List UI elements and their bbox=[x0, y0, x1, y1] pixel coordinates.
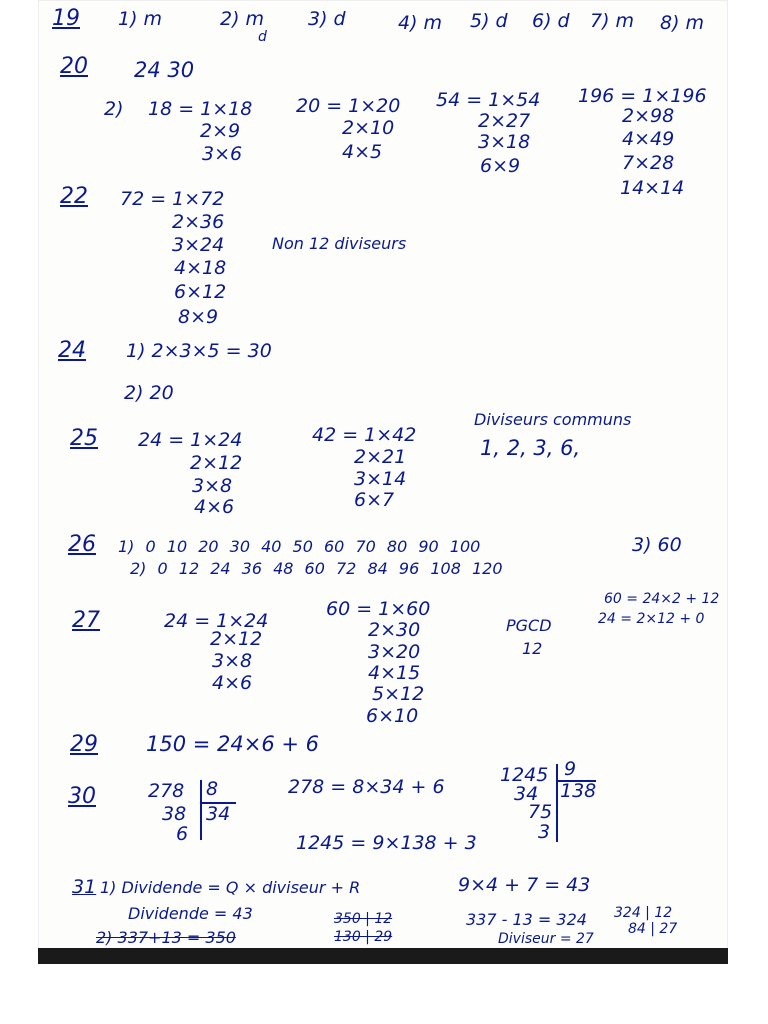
ex30-div2-quotient: 138 bbox=[560, 780, 597, 802]
ex20-part-2-label: 2) bbox=[104, 98, 124, 120]
ex31-check: 9×4 + 7 = 43 bbox=[458, 874, 591, 896]
ex31-crossed-division-2: 130 | 29 bbox=[334, 929, 393, 945]
ex25-col2-row3: 3×14 bbox=[354, 468, 407, 490]
ex20-col4-row3: 4×49 bbox=[622, 128, 675, 150]
ex20-col1-row1: 18 = 1×18 bbox=[148, 98, 253, 120]
ex19-answer-7: 7) m bbox=[590, 10, 635, 32]
ex30-equation-2: 1245 = 9×138 + 3 bbox=[296, 832, 477, 854]
ex31-divisor-result: Diviseur = 27 bbox=[498, 931, 594, 947]
ex27-col1-row2: 2×12 bbox=[210, 628, 263, 650]
ex20-col1-row3: 3×6 bbox=[202, 143, 243, 165]
ex30-div2-dividend: 1245 bbox=[500, 764, 549, 786]
ex19-answer-2: 2) m bbox=[220, 8, 265, 30]
ex27-col2-row4: 4×15 bbox=[368, 662, 421, 684]
exercise-27-number: 27 bbox=[72, 608, 100, 633]
ex22-row4: 4×18 bbox=[174, 257, 227, 279]
ex25-col1-row2: 2×12 bbox=[190, 452, 243, 474]
ex20-col3-row1: 54 = 1×54 bbox=[436, 89, 541, 111]
ex20-col2-row2: 2×10 bbox=[342, 117, 395, 139]
scan-bottom-edge bbox=[38, 948, 728, 964]
ex27-pgcd-label: PGCD bbox=[506, 616, 552, 635]
ex30-div1-remainder: 6 bbox=[176, 823, 189, 845]
ex27-col2-row3: 3×20 bbox=[368, 641, 421, 663]
ex19-answer-8: 8) m bbox=[660, 12, 705, 34]
ex25-common-divisors-title: Diviseurs communs bbox=[474, 410, 632, 429]
ex19-answer-2-denominator: d bbox=[258, 29, 267, 45]
ex26-line-2: 2) 0 12 24 36 48 60 72 84 96 108 120 bbox=[130, 559, 503, 578]
ex22-row6: 8×9 bbox=[178, 306, 219, 328]
ex27-col2-row1: 60 = 1×60 bbox=[326, 598, 431, 620]
ex31-crossed-division-1: 350 | 12 bbox=[334, 911, 393, 927]
ex20-col2-row1: 20 = 1×20 bbox=[296, 95, 401, 117]
ex26-line-1: 1) 0 10 20 30 40 50 60 70 80 90 100 bbox=[118, 537, 481, 556]
exercise-31-number: 31 bbox=[72, 876, 97, 898]
ex19-answer-5: 5) d bbox=[470, 10, 508, 32]
ex25-col2-row2: 2×21 bbox=[354, 446, 407, 468]
ex30-div1-divisor: 8 bbox=[206, 778, 219, 800]
ex20-col1-row2: 2×9 bbox=[200, 120, 241, 142]
ex30-div2-vertical-bar bbox=[556, 764, 558, 842]
ex30-div2-step-1: 34 bbox=[514, 783, 539, 805]
ex30-div2-remainder: 3 bbox=[538, 821, 551, 843]
ex31-division-line-2: 84 | 27 bbox=[628, 921, 678, 937]
ex27-col2-row5: 5×12 bbox=[372, 683, 425, 705]
ex26-part-3: 3) 60 bbox=[632, 534, 682, 556]
ex22-row2: 2×36 bbox=[172, 211, 225, 233]
ex27-col2-row6: 6×10 bbox=[366, 705, 419, 727]
ex29-line-1: 150 = 24×6 + 6 bbox=[146, 732, 320, 756]
ex27-col2-row2: 2×30 bbox=[368, 619, 421, 641]
ex31-crossed-out-attempt: 2) 337+13 = 350 bbox=[96, 928, 236, 947]
exercise-22-number: 22 bbox=[60, 184, 88, 209]
ex24-line-2: 2) 20 bbox=[124, 382, 174, 404]
exercise-29-number: 29 bbox=[70, 732, 98, 757]
ex31-line-2: Dividende = 43 bbox=[128, 904, 253, 923]
ex20-col3-row3: 3×18 bbox=[478, 131, 531, 153]
ex27-euclid-step-1: 60 = 24×2 + 12 bbox=[604, 591, 720, 607]
ex30-div1-dividend: 278 bbox=[148, 780, 185, 802]
ex30-div2-divisor: 9 bbox=[564, 758, 577, 780]
ex31-line-1: 1) Dividende = Q × diviseur + R bbox=[100, 878, 361, 897]
ex27-col1-row3: 3×8 bbox=[212, 650, 253, 672]
ex20-col3-row4: 6×9 bbox=[480, 155, 521, 177]
ex30-div2-step-2: 75 bbox=[528, 801, 553, 823]
ex31-division-line-1: 324 | 12 bbox=[614, 905, 673, 921]
ex19-answer-1: 1) m bbox=[118, 8, 163, 30]
ex25-col1-row4: 4×6 bbox=[194, 496, 235, 518]
ex30-equation-1: 278 = 8×34 + 6 bbox=[288, 776, 445, 798]
ex30-div1-step: 38 bbox=[162, 803, 187, 825]
ex30-div1-vertical-bar bbox=[200, 780, 202, 840]
ex22-row5: 6×12 bbox=[174, 281, 227, 303]
ex20-col4-row4: 7×28 bbox=[622, 152, 675, 174]
ex27-pgcd-value: 12 bbox=[522, 639, 543, 658]
ex25-col1-row3: 3×8 bbox=[192, 475, 233, 497]
ex22-row1: 72 = 1×72 bbox=[120, 188, 225, 210]
ex25-col2-row1: 42 = 1×42 bbox=[312, 424, 417, 446]
ex20-line-1: 24 30 bbox=[134, 58, 195, 82]
ex31-subtraction: 337 - 13 = 324 bbox=[466, 910, 587, 929]
ex20-col2-row3: 4×5 bbox=[342, 141, 383, 163]
ex27-col1-row1: 24 = 1×24 bbox=[164, 610, 269, 632]
exercise-24-number: 24 bbox=[58, 338, 86, 363]
exercise-30-number: 30 bbox=[68, 784, 96, 809]
ex25-common-divisors-values: 1, 2, 3, 6, bbox=[480, 436, 581, 460]
ex22-note: Non 12 diviseurs bbox=[272, 234, 407, 253]
ex22-row3: 3×24 bbox=[172, 234, 225, 256]
ex19-answer-3: 3) d bbox=[308, 8, 346, 30]
ex20-col4-row5: 14×14 bbox=[620, 177, 685, 199]
ex27-col1-row4: 4×6 bbox=[212, 672, 253, 694]
ex25-col2-row4: 6×7 bbox=[354, 489, 395, 511]
ex20-col3-row2: 2×27 bbox=[478, 110, 531, 132]
ex27-euclid-step-2: 24 = 2×12 + 0 bbox=[598, 611, 705, 627]
exercise-19-number: 19 bbox=[52, 6, 80, 31]
ex19-answer-4: 4) m bbox=[398, 12, 443, 34]
exercise-25-number: 25 bbox=[70, 426, 98, 451]
ex24-line-1: 1) 2×3×5 = 30 bbox=[126, 340, 272, 362]
ex20-col4-row2: 2×98 bbox=[622, 105, 675, 127]
ex25-col1-row1: 24 = 1×24 bbox=[138, 429, 243, 451]
ex19-answer-6: 6) d bbox=[532, 10, 570, 32]
exercise-20-number: 20 bbox=[60, 54, 88, 79]
exercise-26-number: 26 bbox=[68, 532, 96, 557]
ex30-div1-quotient: 34 bbox=[206, 803, 231, 825]
ex20-col4-row1: 196 = 1×196 bbox=[578, 85, 707, 107]
